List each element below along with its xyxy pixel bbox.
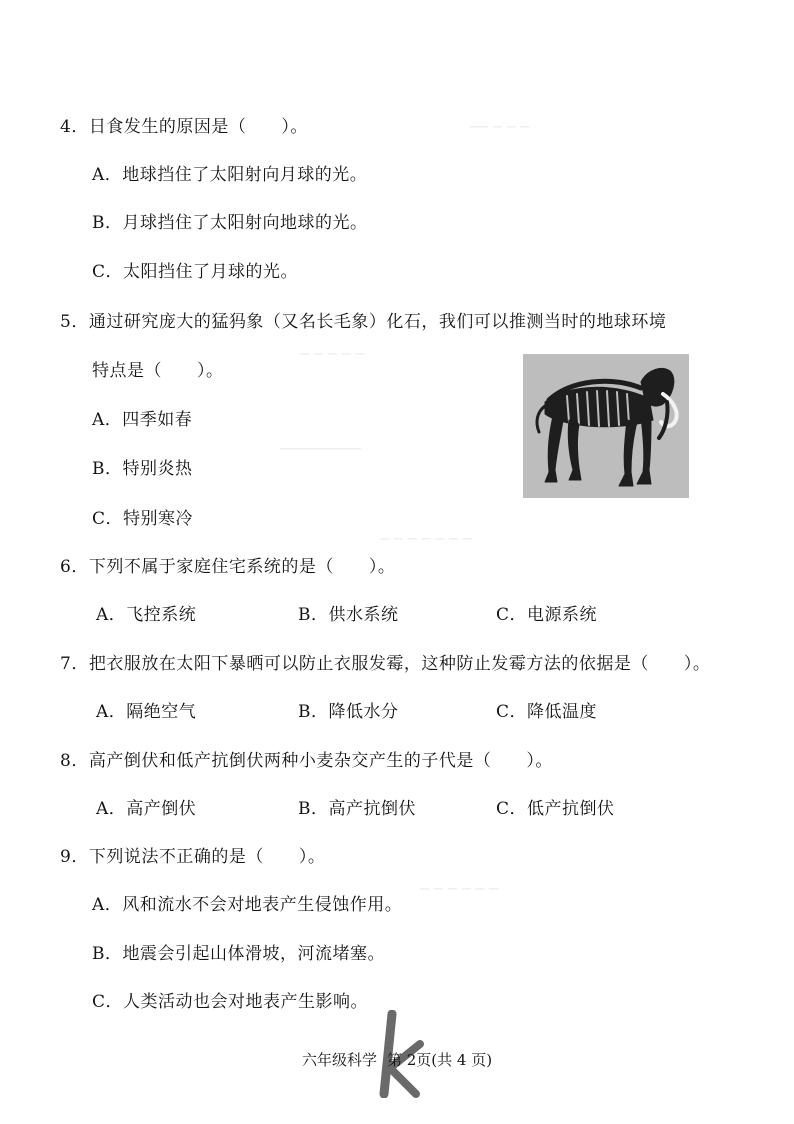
question-6-option-c: C．电源系统	[496, 605, 598, 625]
question-7-option-b: B．降低水分	[298, 702, 399, 722]
question-4-option-a: A．地球挡住了太阳射向月球的光。	[92, 165, 368, 185]
question-9-option-a: A．风和流水不会对地表产生侵蚀作用。	[92, 895, 403, 915]
show-through-mark: ─ ─ ─ ─ ─ ─ ─	[380, 530, 472, 548]
question-8-option-b: B．高产抗倒伏	[298, 799, 416, 819]
question-5-option-b: B．特别炎热	[92, 459, 193, 479]
question-9-option-c: C．人类活动也会对地表产生影响。	[92, 992, 369, 1012]
question-6-option-a: A．飞控系统	[96, 605, 197, 625]
question-9-option-b: B．地震会引起山体滑坡，河流堵塞。	[92, 944, 385, 964]
question-6-stem: 6．下列不属于家庭住宅系统的是（ ）。	[60, 557, 396, 577]
page-footer	[0, 1050, 794, 1070]
question-8-stem: 8．高产倒伏和低产抗倒伏两种小麦杂交产生的子代是（ ）。	[60, 751, 553, 771]
question-4-option-b: B．月球挡住了太阳射向地球的光。	[92, 213, 368, 233]
footer-page-number: 第 2页(共 4 页)	[386, 1051, 493, 1069]
show-through-mark: ─────────	[280, 440, 362, 458]
question-7-stem: 7．把衣服放在太阳下暴晒可以防止衣服发霉，这种防止发霉方法的依据是（ ）。	[60, 654, 711, 674]
question-5-stem-line2: 特点是（ ）。	[92, 361, 224, 381]
question-8-option-a: A．高产倒伏	[96, 799, 197, 819]
question-4-stem: 4．日食发生的原因是（ ）。	[60, 117, 308, 137]
show-through-mark: ─ ─ ─ ─ ─	[300, 345, 365, 363]
show-through-mark: ─ ─ ─ ─ ─ ─	[420, 880, 499, 898]
show-through-mark: ── ─ ─ ─	[470, 118, 530, 136]
question-8-option-c: C．低产抗倒伏	[496, 799, 615, 819]
question-7-option-a: A．隔绝空气	[96, 702, 197, 722]
footer-subject: 六年级科学	[301, 1051, 377, 1069]
question-6-option-b: B．供水系统	[298, 605, 399, 625]
question-7-option-c: C．降低温度	[496, 702, 598, 722]
question-4-option-c: C．太阳挡住了月球的光。	[92, 262, 299, 282]
question-9-stem: 9．下列说法不正确的是（ ）。	[60, 847, 326, 867]
question-5-option-a: A．四季如春	[92, 410, 193, 430]
mammoth-fossil-image	[523, 354, 689, 498]
question-5-option-c: C．特别寒冷	[92, 509, 194, 529]
question-5-stem-line1: 5．通过研究庞大的猛犸象（又名长毛象）化石，我们可以推测当时的地球环境	[60, 312, 667, 332]
